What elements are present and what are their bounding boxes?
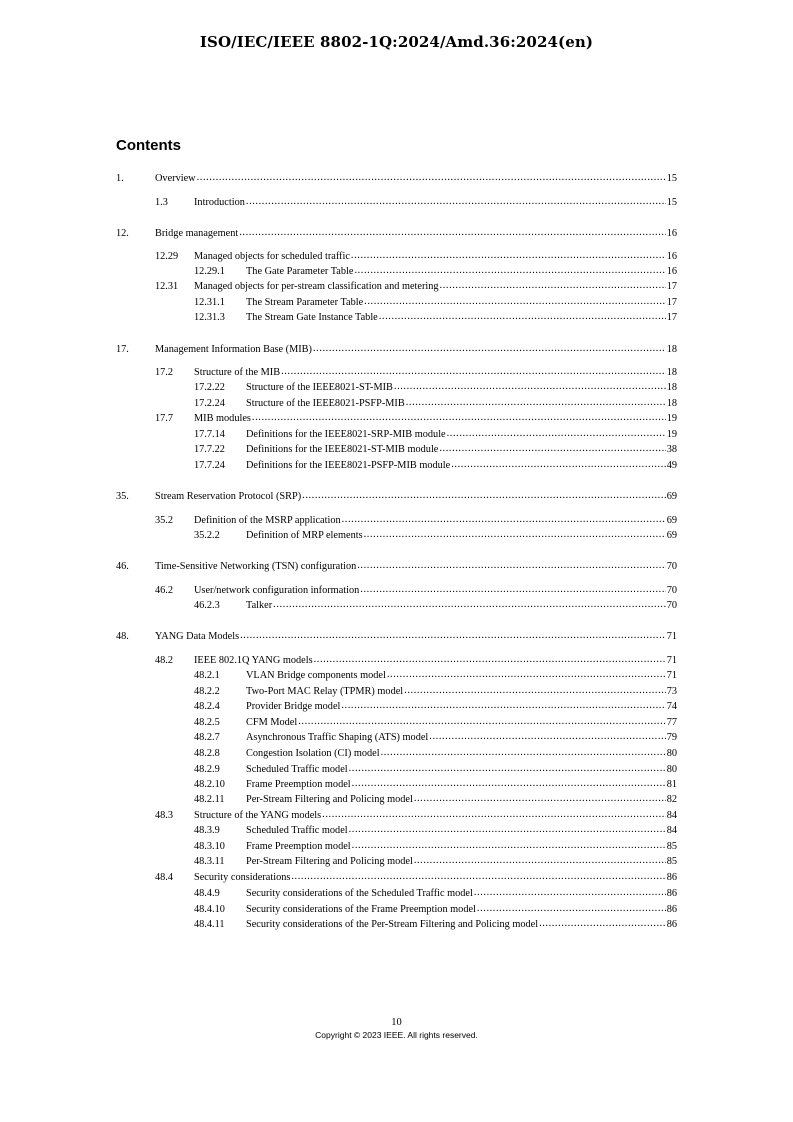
toc-entry-page[interactable]: 18 [666, 398, 677, 409]
toc-entry-level-2[interactable] [155, 413, 677, 425]
toc-dot-leader [352, 840, 666, 852]
toc-entry-title[interactable]: The Gate Parameter Table [246, 266, 354, 277]
toc-entry-level-3[interactable] [194, 444, 677, 456]
toc-entry-title[interactable]: YANG Data Models [155, 631, 240, 642]
toc-dot-leader [364, 529, 666, 541]
toc-entry-number: 17.2.24 [194, 398, 225, 409]
toc-entry-level-1[interactable] [116, 173, 677, 185]
toc-entry-title[interactable]: Security considerations of the Per-Stream Filtering and Policing model [246, 919, 539, 930]
toc-entry-page[interactable]: 19 [666, 429, 677, 440]
toc-dot-leader [351, 250, 666, 262]
toc-entry-page[interactable]: 85 [666, 856, 677, 867]
toc-dot-leader [239, 227, 665, 239]
toc-entry-number: 48.2.9 [194, 764, 220, 775]
toc-entry-title[interactable]: Per-Stream Filtering and Policing model [246, 794, 413, 805]
toc-entry-title[interactable]: The Stream Gate Instance Table [246, 312, 378, 323]
toc-entry-level-3[interactable] [194, 856, 677, 868]
toc-entry-page[interactable]: 16 [666, 251, 677, 262]
toc-entry-level-3[interactable] [194, 297, 677, 309]
toc-entry-number: 48.3.11 [194, 856, 225, 867]
toc-dot-leader [474, 887, 666, 899]
toc-entry-number: 48.2.8 [194, 748, 220, 759]
toc-entry-number: 17.2.22 [194, 382, 225, 393]
toc-entry-number: 48.4.11 [194, 919, 225, 930]
toc-entry-page[interactable]: 18 [666, 382, 677, 393]
toc-entry-title[interactable]: Definitions for the IEEE8021-ST-MIB module [246, 444, 439, 455]
toc-dot-leader [394, 381, 666, 393]
toc-entry-page[interactable]: 80 [666, 764, 677, 775]
toc-dot-leader [341, 700, 665, 712]
toc-entry-number: 35.2.2 [194, 530, 220, 541]
toc-dot-leader [349, 824, 666, 836]
toc-entry-level-3[interactable] [194, 312, 677, 324]
toc-entry-page[interactable]: 79 [666, 732, 677, 743]
toc-dot-leader [539, 918, 666, 930]
toc-entry-number: 12.31.1 [194, 297, 225, 308]
toc-entry-page[interactable]: 84 [666, 810, 677, 821]
toc-entry-title[interactable]: Overview [155, 173, 196, 184]
toc-dot-leader [364, 296, 666, 308]
toc-entry-title[interactable]: Security considerations [194, 872, 291, 883]
toc-dot-leader [246, 196, 666, 208]
toc-entry-number: 17.2 [155, 367, 174, 378]
toc-dot-leader [281, 366, 666, 378]
toc-entry-number: 12.29 [155, 251, 179, 262]
toc-entry-number: 48.2.11 [194, 794, 225, 805]
toc-dot-leader [273, 599, 666, 611]
toc-entry-title[interactable]: Structure of the IEEE8021-PSFP-MIB [246, 398, 405, 409]
toc-entry-page[interactable]: 86 [666, 904, 677, 915]
toc-entry-page[interactable]: 73 [666, 686, 677, 697]
toc-entry-title[interactable]: Structure of the MIB [194, 367, 281, 378]
toc-entry-level-3[interactable] [194, 841, 677, 853]
toc-entry-level-3[interactable] [194, 779, 677, 791]
toc-entry-page[interactable]: 74 [666, 701, 677, 712]
toc-entry-number: 48.2.5 [194, 717, 220, 728]
toc-entry-title[interactable]: Scheduled Traffic model [246, 764, 348, 775]
toc-entry-level-3[interactable] [194, 382, 677, 394]
toc-entry-level-1[interactable] [116, 631, 677, 643]
toc-entry-page[interactable]: 71 [666, 655, 677, 666]
toc-entry-number: 1. [116, 173, 124, 184]
toc-entry-number: 48.4 [155, 872, 174, 883]
toc-entry-page[interactable]: 71 [666, 670, 677, 681]
toc-entry-page[interactable]: 18 [666, 344, 677, 355]
toc-entry-title[interactable]: Definitions for the IEEE8021-SRP-MIB module [246, 429, 446, 440]
toc-entry-title[interactable]: Time-Sensitive Networking (TSN) configuration [155, 561, 357, 572]
toc-entry-title[interactable]: Definition of the MSRP application [194, 515, 341, 526]
toc-entry-level-2[interactable] [155, 810, 677, 822]
toc-entry-page[interactable]: 16 [666, 228, 677, 239]
toc-dot-leader [240, 630, 666, 642]
toc-entry-page[interactable]: 69 [666, 515, 677, 526]
toc-entry-number: 17.7.24 [194, 460, 225, 471]
toc-entry-level-2[interactable] [155, 655, 677, 667]
toc-entry-page[interactable]: 80 [666, 748, 677, 759]
toc-entry-level-3[interactable] [194, 398, 677, 410]
toc-entry-level-2[interactable] [155, 251, 677, 263]
toc-entry-number: 48.3 [155, 810, 174, 821]
toc-entry-page[interactable]: 16 [666, 266, 677, 277]
toc-entry-page[interactable]: 85 [666, 841, 677, 852]
toc-entry-title[interactable]: Asynchronous Traffic Shaping (ATS) model [246, 732, 429, 743]
toc-entry-number: 48.3.10 [194, 841, 225, 852]
toc-entry-number: 48.2.4 [194, 701, 220, 712]
toc-entry-title[interactable]: The Stream Parameter Table [246, 297, 364, 308]
toc-entry-number: 12.29.1 [194, 266, 225, 277]
toc-entry-title[interactable]: MIB modules [194, 413, 251, 424]
toc-entry-number: 48.2 [155, 655, 174, 666]
toc-entry-level-3[interactable] [194, 460, 677, 472]
toc-entry-level-3[interactable] [194, 825, 677, 837]
toc-dot-leader [414, 793, 666, 805]
toc-entry-level-1[interactable] [116, 344, 677, 356]
toc-entry-level-3[interactable] [194, 904, 677, 916]
toc-dot-leader [298, 716, 665, 728]
toc-dot-leader [360, 584, 665, 596]
toc-entry-page[interactable]: 81 [666, 779, 677, 790]
toc-dot-leader [313, 343, 666, 355]
toc-entry-level-3[interactable] [194, 600, 677, 612]
toc-dot-leader [252, 412, 666, 424]
toc-entry-number: 48.3.9 [194, 825, 220, 836]
toc-entry-title[interactable]: Frame Preemption model [246, 779, 351, 790]
contents-heading: Contents [116, 137, 181, 154]
document-header: ISO/IEC/IEEE 8802-1Q:2024/Amd.36:2024(en) [199, 33, 594, 51]
toc-dot-leader [429, 731, 665, 743]
toc-dot-leader [451, 459, 665, 471]
toc-entry-page[interactable]: 84 [666, 825, 677, 836]
toc-entry-title[interactable]: Provider Bridge model [246, 701, 341, 712]
toc-dot-leader [352, 778, 666, 790]
toc-entry-number: 12.31.3 [194, 312, 225, 323]
toc-dot-leader [302, 490, 666, 502]
toc-entry-page[interactable]: 70 [666, 561, 677, 572]
toc-entry-level-3[interactable] [194, 686, 677, 698]
toc-entry-level-3[interactable] [194, 266, 677, 278]
toc-entry-level-3[interactable] [194, 748, 677, 760]
toc-entry-level-2[interactable] [155, 585, 677, 597]
toc-entry-title[interactable]: Definition of MRP elements [246, 530, 363, 541]
toc-entry-number: 48.2.1 [194, 670, 220, 681]
toc-entry-number: 46.2.3 [194, 600, 220, 611]
toc-dot-leader [477, 903, 666, 915]
toc-entry-level-2[interactable] [155, 515, 677, 527]
toc-entry-level-3[interactable] [194, 530, 677, 542]
toc-entry-level-2[interactable] [155, 281, 677, 293]
toc-entry-level-2[interactable] [155, 367, 677, 379]
toc-dot-leader [379, 311, 666, 323]
toc-entry-page[interactable]: 77 [666, 717, 677, 728]
toc-entry-page[interactable]: 70 [666, 600, 677, 611]
toc-entry-level-3[interactable] [194, 717, 677, 729]
toc-entry-page[interactable]: 86 [666, 888, 677, 899]
toc-dot-leader [314, 654, 666, 666]
toc-entry-number: 48. [116, 631, 129, 642]
toc-dot-leader [406, 397, 666, 409]
toc-entry-title[interactable]: Talker [246, 600, 273, 611]
toc-entry-page[interactable]: 17 [666, 297, 677, 308]
toc-entry-level-3[interactable] [194, 732, 677, 744]
toc-entry-level-3[interactable] [194, 701, 677, 713]
toc-entry-number: 17.7.14 [194, 429, 225, 440]
toc-entry-title[interactable]: Bridge management [155, 228, 239, 239]
toc-entry-title[interactable]: Management Information Base (MIB) [155, 344, 312, 355]
toc-dot-leader [342, 514, 666, 526]
toc-entry-title[interactable]: Managed objects for scheduled traffic [194, 251, 350, 262]
toc-entry-number: 46.2 [155, 585, 174, 596]
toc-entry-number: 17.7 [155, 413, 174, 424]
toc-entry-level-3[interactable] [194, 429, 677, 441]
toc-entry-level-3[interactable] [194, 670, 677, 682]
toc-entry-number: 1.3 [155, 197, 168, 208]
toc-dot-leader [414, 855, 666, 867]
toc-entry-title[interactable]: Per-Stream Filtering and Policing model [246, 856, 413, 867]
toc-entry-number: 48.2.2 [194, 686, 220, 697]
toc-entry-level-2[interactable] [155, 872, 677, 884]
toc-dot-leader [349, 763, 666, 775]
toc-entry-number: 35. [116, 491, 129, 502]
toc-entry-level-2[interactable] [155, 197, 677, 209]
toc-entry-title[interactable]: Stream Reservation Protocol (SRP) [155, 491, 302, 502]
toc-entry-number: 35.2 [155, 515, 174, 526]
toc-dot-leader [291, 871, 665, 883]
toc-entry-page[interactable]: 15 [666, 173, 677, 184]
toc-entry-level-3[interactable] [194, 919, 677, 931]
toc-entry-title[interactable]: CFM Model [246, 717, 298, 728]
toc-entry-title[interactable]: Congestion Isolation (CI) model [246, 748, 380, 759]
copyright-notice: Copyright © 2023 IEEE. All rights reserved. [315, 1030, 478, 1040]
toc-entry-title[interactable]: Structure of the YANG models [194, 810, 322, 821]
toc-entry-page[interactable]: 17 [666, 281, 677, 292]
toc-entry-number: 12.31 [155, 281, 179, 292]
toc-entry-page[interactable]: 69 [666, 530, 677, 541]
toc-entry-page[interactable]: 49 [666, 460, 677, 471]
toc-entry-number: 46. [116, 561, 129, 572]
toc-entry-level-1[interactable] [116, 491, 677, 503]
toc-entry-title[interactable]: Frame Preemption model [246, 841, 351, 852]
toc-dot-leader [439, 443, 665, 455]
toc-entry-title[interactable]: User/network configuration information [194, 585, 360, 596]
toc-dot-leader [381, 747, 666, 759]
toc-entry-title[interactable]: Structure of the IEEE8021-ST-MIB [246, 382, 393, 393]
toc-entry-title[interactable]: Managed objects for per-stream classification and metering [194, 281, 439, 292]
toc-entry-number: 48.2.10 [194, 779, 225, 790]
toc-entry-level-3[interactable] [194, 888, 677, 900]
toc-entry-page[interactable]: 82 [666, 794, 677, 805]
toc-dot-leader [387, 669, 666, 681]
toc-entry-number: 48.4.9 [194, 888, 220, 899]
toc-dot-leader [197, 172, 666, 184]
toc-entry-title[interactable]: Scheduled Traffic model [246, 825, 348, 836]
toc-entry-title[interactable]: VLAN Bridge components model [246, 670, 386, 681]
toc-entry-page[interactable]: 86 [666, 919, 677, 930]
toc-dot-leader [447, 428, 666, 440]
toc-entry-page[interactable]: 86 [666, 872, 677, 883]
toc-entry-title[interactable]: Definitions for the IEEE8021-PSFP-MIB module [246, 460, 451, 471]
toc-entry-title[interactable]: Security considerations of the Scheduled Traffic model [246, 888, 473, 899]
toc-dot-leader [354, 265, 665, 277]
toc-entry-level-1[interactable] [116, 228, 677, 240]
toc-entry-page[interactable]: 19 [666, 413, 677, 424]
toc-entry-page[interactable]: 71 [666, 631, 677, 642]
toc-entry-level-1[interactable] [116, 561, 677, 573]
toc-entry-number: 17. [116, 344, 129, 355]
toc-entry-page[interactable]: 70 [666, 585, 677, 596]
toc-entry-title[interactable]: IEEE 802.1Q YANG models [194, 655, 313, 666]
toc-entry-title[interactable]: Security considerations of the Frame Preemption model [246, 904, 476, 915]
page-number: 10 [391, 1017, 402, 1028]
toc-entry-level-3[interactable] [194, 764, 677, 776]
toc-dot-leader [357, 560, 665, 572]
toc-entry-number: 12. [116, 228, 129, 239]
toc-entry-number: 48.4.10 [194, 904, 225, 915]
toc-entry-page[interactable]: 17 [666, 312, 677, 323]
toc-entry-page[interactable]: 38 [666, 444, 677, 455]
toc-entry-page[interactable]: 18 [666, 367, 677, 378]
toc-dot-leader [440, 280, 666, 292]
toc-entry-page[interactable]: 69 [666, 491, 677, 502]
toc-entry-page[interactable]: 15 [666, 197, 677, 208]
toc-entry-number: 17.7.22 [194, 444, 225, 455]
toc-dot-leader [404, 685, 666, 697]
toc-entry-level-3[interactable] [194, 794, 677, 806]
toc-dot-leader [322, 809, 666, 821]
toc-entry-title[interactable]: Two-Port MAC Relay (TPMR) model [246, 686, 404, 697]
toc-entry-title[interactable]: Introduction [194, 197, 245, 208]
toc-entry-number: 48.2.7 [194, 732, 220, 743]
